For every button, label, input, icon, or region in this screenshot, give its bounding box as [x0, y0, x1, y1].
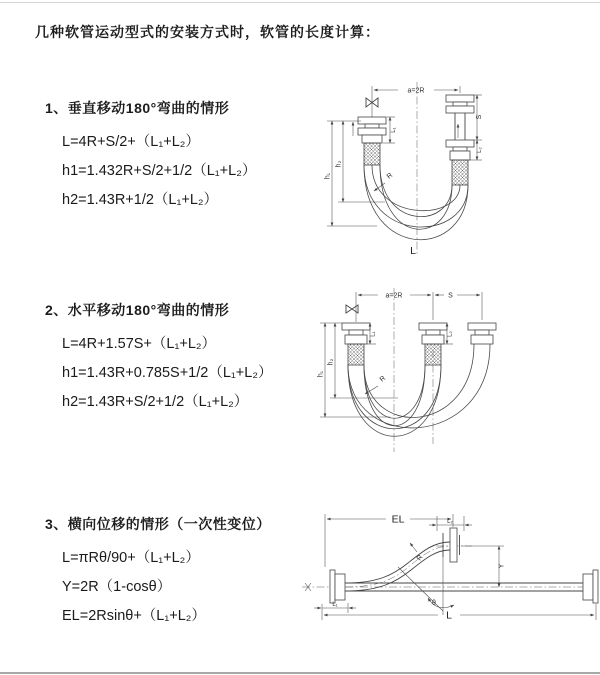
formula-line: h2=1.43R+S/2+1/2（L₁+L₂） [62, 394, 249, 410]
middle-flange [419, 323, 447, 365]
dim-label-a2r: a=2R [407, 87, 425, 95]
section-horizontal-180 [45, 300, 272, 422]
pipe-centerline [302, 546, 596, 591]
section-heading: 2、水平移动180°弯曲的情形 [45, 302, 230, 318]
dim-label-l1: L₁ [370, 331, 377, 337]
diagram-lateral-displacement [298, 503, 600, 658]
scan-edge-top [0, 2, 600, 3]
formula-line: h1=1.43R+0.785S+1/2（L₁+L₂） [62, 365, 273, 381]
dimension-el [325, 514, 453, 568]
upper-flange-displaced [443, 528, 460, 562]
left-flange [342, 323, 370, 365]
right-flange-original [583, 570, 598, 603]
dim-label-l1: L₁ [391, 127, 397, 133]
dimension-l1 [314, 602, 356, 613]
dim-label-h1: h₁ [324, 172, 332, 180]
dimension-a2r [356, 292, 482, 322]
dim-label-r: R [415, 553, 425, 563]
braided-hose-section [364, 143, 380, 165]
formula-line: Y=2R（1-cosθ） [62, 579, 172, 595]
diagram-horizontal-180-bend [298, 282, 598, 457]
formula-line: L=4R+S/2+（L₁+L₂） [62, 134, 200, 150]
formula-line: h2=1.43R+1/2（L₁+L₂） [62, 192, 219, 208]
dim-label-l: L [446, 609, 452, 622]
hose-s-curve [345, 542, 450, 591]
section-heading: 1、垂直移动180°弯曲的情形 [45, 100, 230, 116]
angle-theta-construction [398, 557, 454, 615]
braided-hose-section [348, 344, 364, 365]
page-title: 几种软管运动型式的安装方式时，软管的长度计算： [35, 24, 380, 40]
hose-u-bends [348, 344, 490, 436]
dim-label-a2r: a=2R [385, 292, 403, 300]
dimension-y [461, 546, 506, 587]
dim-label-y: Y [498, 563, 506, 569]
dimension-l2 [477, 140, 483, 160]
formula-line: L=πRθ/90+（L₁+L₂） [62, 550, 200, 566]
left-flange [358, 117, 386, 165]
dim-label-l2: L₂ [477, 147, 483, 153]
scan-edge-bottom [0, 672, 600, 674]
formula-line: EL=2Rsinθ+（L₁+L₂） [62, 608, 206, 624]
dim-label-r: R [385, 171, 395, 181]
dim-label-s: S [476, 114, 483, 120]
dim-label-theta: θ [432, 600, 436, 607]
dim-label-h2: h₂ [327, 358, 335, 366]
radius-callout [374, 172, 394, 191]
section-vertical-180 [45, 98, 256, 220]
dimension-l-total [322, 604, 596, 622]
braided-hose-section [452, 160, 468, 185]
radius-callout [365, 375, 387, 394]
section-heading: 3、横向位移的情形（一次性变位） [45, 516, 271, 532]
dim-label-l2: L₂ [447, 519, 453, 525]
formula-line: h1=1.432R+S/2+1/2（L₁+L₂） [62, 163, 257, 179]
dimension-a2r [372, 86, 460, 120]
left-flange [330, 570, 345, 603]
dim-label-l1: L₁ [332, 602, 338, 608]
right-flange-assembly [446, 95, 474, 185]
formula-line: L=4R+1.57S+（L₁+L₂） [62, 336, 217, 352]
dim-label-s: S [448, 292, 453, 300]
dim-label-el: EL [391, 513, 405, 526]
diagram-vertical-180-bend [305, 76, 560, 261]
right-flange-displaced [468, 323, 496, 344]
dimension-s [435, 293, 480, 300]
section-lateral-displacement [45, 514, 271, 636]
braided-hose-section [425, 344, 441, 365]
dim-label-r: R [378, 374, 388, 384]
dim-label-l2: L₂ [447, 331, 454, 337]
dim-label-h2: h₂ [335, 160, 343, 168]
dim-label-l-total: L [410, 245, 416, 257]
dim-label-h1: h₁ [317, 370, 325, 378]
